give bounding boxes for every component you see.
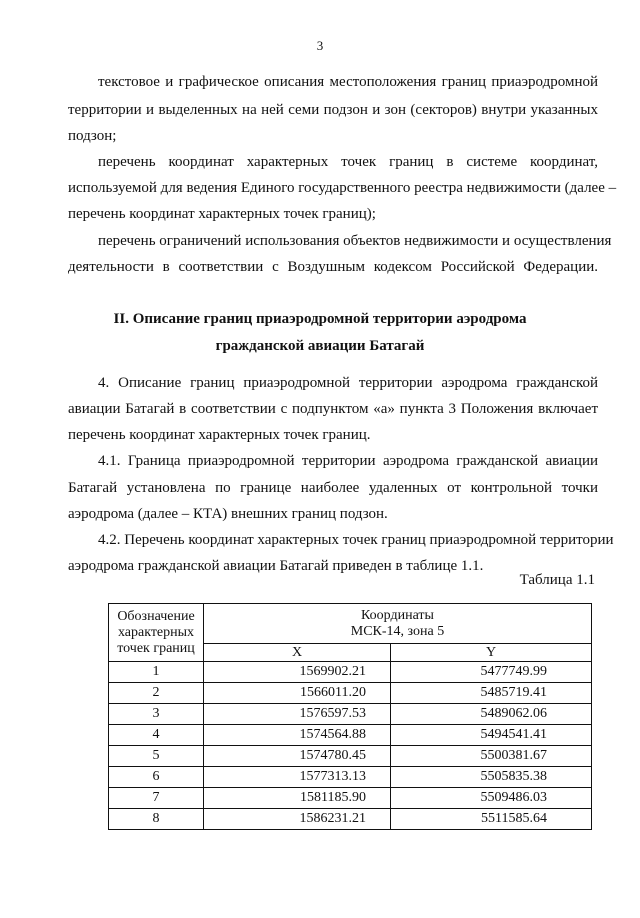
text-line: перечень ограничений использования объектов недвижимости и осуществления <box>98 233 612 249</box>
table-header-row <box>109 604 592 644</box>
y-header: Y <box>391 644 592 662</box>
text-line: территории и выделенных на ней семи подзон и зон (секторов) внутри указанных <box>68 102 598 118</box>
table-row <box>109 746 592 767</box>
table-row <box>109 767 592 788</box>
point-number: 6 <box>109 767 204 788</box>
point-number: 1 <box>109 662 204 683</box>
coordinates-header: Координаты МСК-14, зона 5 <box>204 604 592 644</box>
text-line: аэродрома (далее – КТА) внешних границ подзон. <box>68 506 388 522</box>
text-line: 4.1. Граница приаэродромной территории аэродрома гражданской авиации <box>98 453 598 469</box>
text-line: используемой для ведения Единого государственного реестра недвижимости (далее – <box>68 180 617 196</box>
table-row <box>109 788 592 809</box>
x-coordinate: 1576597.53 <box>204 704 391 725</box>
text-line: перечень координат характерных точек границ. <box>68 427 371 443</box>
text-line: подзон; <box>68 128 117 144</box>
text-line: перечень координат характерных точек границ в системе координат, <box>98 154 598 170</box>
text-line: аэродрома гражданской авиации Батагай приведен в таблице 1.1. <box>68 558 484 574</box>
table-row <box>109 662 592 683</box>
table-row <box>109 725 592 746</box>
point-number: 4 <box>109 725 204 746</box>
table-row <box>109 704 592 725</box>
y-coordinate: 5485719.41 <box>391 683 592 704</box>
table-caption: Таблица 1.1 <box>519 572 595 588</box>
y-coordinate: 5477749.99 <box>391 662 592 683</box>
text-line: Батагай установлена по границе наиболее удаленных от контрольной точки <box>68 480 598 496</box>
text-line: перечень координат характерных точек границ); <box>68 206 376 222</box>
y-coordinate: 5511585.64 <box>391 809 592 830</box>
table-row <box>109 809 592 830</box>
point-designation-header: Обозначение характерных точек границ <box>109 604 204 662</box>
section-heading: II. Описание границ приаэродромной территории аэродрома <box>113 311 527 327</box>
point-number: 7 <box>109 788 204 809</box>
point-number: 3 <box>109 704 204 725</box>
x-coordinate: 1566011.20 <box>204 683 391 704</box>
x-coordinate: 1586231.21 <box>204 809 391 830</box>
x-coordinate: 1569902.21 <box>204 662 391 683</box>
page-number: 3 <box>316 38 324 53</box>
text-line: текстовое и графическое описания местоположения границ приаэродромной <box>98 74 598 90</box>
x-coordinate: 1581185.90 <box>204 788 391 809</box>
x-coordinate: 1574564.88 <box>204 725 391 746</box>
text-line: 4. Описание границ приаэродромной территории аэродрома гражданской <box>98 375 598 391</box>
y-coordinate: 5500381.67 <box>391 746 592 767</box>
point-number: 5 <box>109 746 204 767</box>
y-coordinate: 5509486.03 <box>391 788 592 809</box>
x-coordinate: 1574780.45 <box>204 746 391 767</box>
coordinates-table <box>108 603 592 830</box>
y-coordinate: 5505835.38 <box>391 767 592 788</box>
section-heading: гражданской авиации Батагай <box>215 338 425 354</box>
y-coordinate: 5494541.41 <box>391 725 592 746</box>
x-coordinate: 1577313.13 <box>204 767 391 788</box>
x-header: X <box>204 644 391 662</box>
point-number: 8 <box>109 809 204 830</box>
y-coordinate: 5489062.06 <box>391 704 592 725</box>
table-row <box>109 683 592 704</box>
text-line: деятельности в соответствии с Воздушным кодексом Российской Федерации. <box>68 259 598 275</box>
point-number: 2 <box>109 683 204 704</box>
text-line: авиации Батагай в соответствии с подпунктом «а» пункта 3 Положения включает <box>68 401 598 417</box>
text-line: 4.2. Перечень координат характерных точек границ приаэродромной территории <box>98 532 614 548</box>
